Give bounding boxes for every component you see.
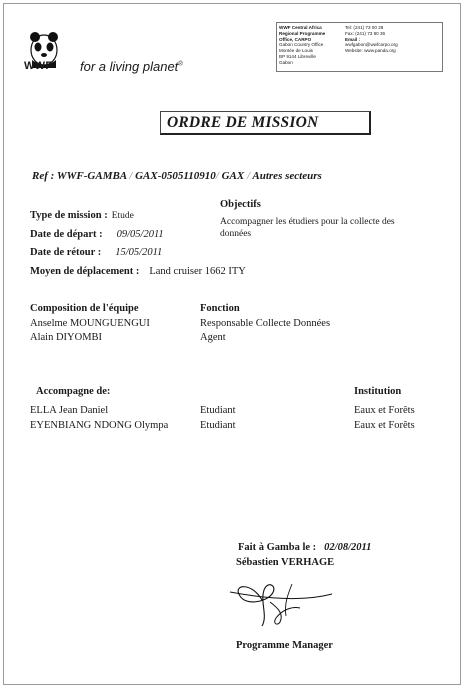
return-row — [30, 242, 162, 260]
return-label: Date de rétour : — [30, 247, 102, 258]
departure-label: Date de départ : — [30, 229, 103, 240]
team-composition-label: Composition de l'équipe — [30, 303, 139, 314]
issued-at-label: Fait à Gamba le : — [238, 542, 317, 553]
contact-box — [276, 22, 443, 72]
ref-gax: GAX — [221, 170, 245, 182]
ref-separator: / — [129, 170, 133, 182]
mission-type-value: Etude — [111, 211, 134, 221]
contact-address — [279, 25, 343, 66]
title-box — [160, 111, 371, 135]
contact-email-label: Email : — [345, 36, 361, 42]
companion-institution: Eaux et Forêts — [354, 405, 415, 416]
companion-name: ELLA Jean Daniel — [30, 405, 109, 416]
ref-label: Ref : WWF-GAMBA — [32, 170, 127, 182]
wwf-logo-text: WWF — [24, 60, 53, 72]
companion-name: EYENBIANG NDONG Olympa — [30, 420, 169, 431]
mission-type-label: Type de mission : — [30, 210, 108, 221]
return-date: 15/05/2011 — [115, 247, 163, 258]
institution-label: Institution — [354, 386, 402, 397]
handwritten-signature — [222, 572, 342, 632]
ref-separator: / — [215, 170, 219, 182]
companion-institution: Eaux et Forêts — [354, 420, 415, 431]
signatory-position: Programme Manager — [236, 640, 333, 651]
ref-sector: Autres secteurs — [252, 170, 322, 182]
contact-line: Gabon Country Office — [279, 42, 324, 48]
ref-code: GAX-0505110910 — [135, 170, 216, 182]
signatory-name: Sébastien VERHAGE — [236, 557, 335, 568]
transport-value: Land cruiser 1662 ITY — [149, 266, 246, 277]
contact-fax: Fax: (241) 73 80 36 — [345, 30, 386, 36]
reference-line — [32, 170, 322, 182]
team-member-role: Agent — [200, 332, 226, 343]
issued-at-row — [238, 537, 371, 555]
issued-date: 02/08/2011 — [324, 542, 372, 553]
ref-separator: / — [246, 170, 251, 182]
accompanied-label: Accompagne de: — [36, 386, 111, 397]
team-member-role: Responsable Collecte Données — [200, 318, 331, 329]
companion-status: Etudiant — [200, 405, 236, 416]
contact-line: Regional Programme — [279, 30, 326, 36]
contact-phone: Tel: (241) 73 00 28 — [345, 25, 384, 30]
tagline: for a living planet® — [80, 59, 183, 74]
team-member-name: Anselme MOUNGUENGUI — [30, 318, 150, 329]
objectives-label: Objectifs — [220, 199, 261, 210]
contact-line: WWF Central Africa — [279, 25, 322, 30]
team-member-name: Alain DIYOMBI — [30, 332, 103, 343]
contact-line: Gabon — [279, 59, 293, 65]
transport-label: Moyen de déplacement : — [30, 266, 140, 277]
document-title: ORDRE DE MISSION — [167, 114, 319, 131]
contact-email: wwfgabon@wwfcarpo.org — [345, 42, 398, 48]
companion-status: Etudiant — [200, 420, 236, 431]
departure-date: 09/05/2011 — [116, 229, 164, 240]
contact-line: BP 9144 Libreville — [279, 53, 316, 59]
contact-details — [345, 25, 441, 54]
mission-type-row — [30, 205, 134, 223]
contact-line: Office, CARPO — [279, 36, 312, 42]
contact-website: Website: www.panda.org — [345, 48, 396, 54]
objectives-text: Accompagner les étudiers pour la collecte des données — [220, 217, 395, 239]
function-label: Fonction — [200, 303, 240, 314]
departure-row — [30, 224, 164, 242]
transport-row — [30, 261, 246, 279]
contact-line: Montée de Louis — [279, 48, 313, 54]
